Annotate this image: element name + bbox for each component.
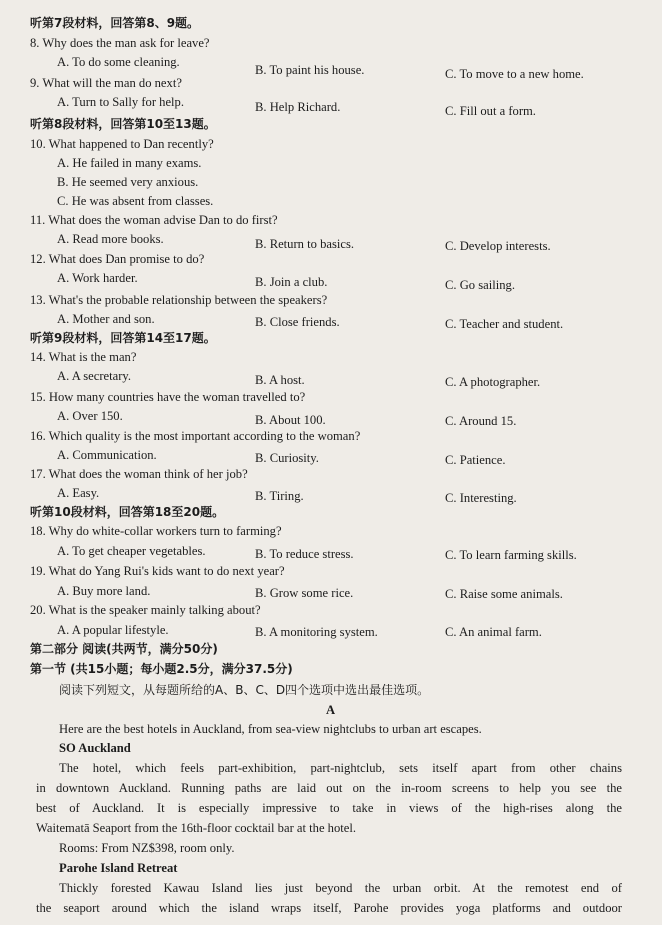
section-heading-7: 听第7段材料，回答第8、9题。 (30, 16, 200, 30)
question-20-option-a: A. A popular lifestyle. (57, 623, 169, 637)
part-heading: 第二部分 阅读(共两节，满分50分) (30, 642, 218, 656)
question-10-option-c: C. He was absent from classes. (57, 194, 214, 208)
question-19-option-b: B. Grow some rice. (255, 586, 354, 600)
passage-intro: Here are the best hotels in Auckland, from sea-view nightclubs to urban art escapes. (59, 722, 482, 736)
question-11-stem: 11. What does the woman advise Dan to do first? (30, 213, 278, 227)
hotel-1-rooms: Rooms: From NZ$398, room only. (59, 841, 235, 855)
question-13-stem: 13. What's the probable relationship between the speakers? (30, 293, 328, 307)
section-heading-8: 听第8段材料，回答第10至13题。 (30, 117, 216, 131)
section-heading-9: 听第9段材料，回答第14至17题。 (30, 331, 216, 345)
question-13-option-a: A. Mother and son. (57, 312, 155, 326)
question-14-option-a: A. A secretary. (57, 369, 132, 383)
question-9-option-a: A. Turn to Sally for help. (57, 95, 184, 109)
question-11-option-a: A. Read more books. (57, 232, 164, 246)
question-13-option-c: C. Teacher and student. (445, 317, 564, 331)
question-8-stem: 8. Why does the man ask for leave? (30, 36, 210, 50)
question-19-option-a: A. Buy more land. (57, 584, 151, 598)
hotel-1-line-2: in downtown Auckland. Running paths are laid out on the in-room screens to help you see the (36, 781, 622, 795)
question-19-option-c: C. Raise some animals. (445, 587, 563, 601)
question-13-option-b: B. Close friends. (255, 315, 340, 329)
question-17-option-c: C. Interesting. (445, 491, 517, 505)
question-18-option-c: C. To learn farming skills. (445, 548, 577, 562)
question-20-option-b: B. A monitoring system. (255, 625, 378, 639)
question-18-stem: 18. Why do white-collar workers turn to farming? (30, 524, 282, 538)
question-20-option-c: C. An animal farm. (445, 625, 542, 639)
question-9-stem: 9. What will the man do next? (30, 76, 182, 90)
hotel-2-name: Parohe Island Retreat (59, 861, 178, 875)
question-16-option-a: A. Communication. (57, 448, 157, 462)
question-8-option-a: A. To do some cleaning. (57, 55, 180, 69)
question-10-option-b: B. He seemed very anxious. (57, 175, 199, 189)
question-12-option-c: C. Go sailing. (445, 278, 515, 292)
question-18-option-b: B. To reduce stress. (255, 547, 354, 561)
question-10-option-a: A. He failed in many exams. (57, 156, 202, 170)
question-19-stem: 19. What do Yang Rui's kids want to do next year? (30, 564, 285, 578)
section-heading-10: 听第10段材料，回答第18至20题。 (30, 505, 225, 519)
question-9-option-c: C. Fill out a form. (445, 104, 536, 118)
question-8-option-c: C. To move to a new home. (445, 67, 584, 81)
question-16-option-b: B. Curiosity. (255, 451, 319, 465)
hotel-2-line-2: the seaport around which the island wraps itself, Parohe provides yoga platforms and outdoor (36, 901, 622, 915)
hotel-1-line-4: Waitematā Seaport from the 16th-floor cocktail bar at the hotel. (36, 821, 357, 835)
question-17-option-a: A. Easy. (57, 486, 100, 500)
section-heading: 第一节 (共15小题；每小题2.5分，满分37.5分) (30, 662, 293, 676)
question-15-stem: 15. How many countries have the woman travelled to? (30, 390, 306, 404)
question-9-option-b: B. Help Richard. (255, 100, 341, 114)
question-12-option-a: A. Work harder. (57, 271, 138, 285)
question-11-option-c: C. Develop interests. (445, 239, 551, 253)
hotel-1-name: SO Auckland (59, 741, 131, 755)
hotel-1-line-1: The hotel, which feels part-exhibition, part-nightclub, sets itself apart from other chains (59, 761, 622, 775)
hotel-2-line-1: Thickly forested Kawau Island lies just beyond the urban orbit. At the remotest end of (59, 881, 622, 895)
passage-label: A (326, 703, 336, 717)
hotel-1-line-3: best of Auckland. It is especially impressive to take in views of the high-rises along the (36, 801, 622, 815)
question-17-stem: 17. What does the woman think of her job? (30, 467, 248, 481)
question-14-stem: 14. What is the man? (30, 350, 137, 364)
question-14-option-c: C. A photographer. (445, 375, 541, 389)
question-12-option-b: B. Join a club. (255, 275, 328, 289)
question-14-option-b: B. A host. (255, 373, 305, 387)
question-10-stem: 10. What happened to Dan recently? (30, 137, 214, 151)
question-16-option-c: C. Patience. (445, 453, 506, 467)
question-15-option-c: C. Around 15. (445, 414, 517, 428)
instruction: 阅读下列短文，从每题所给的A、B、C、D四个选项中选出最佳选项。 (59, 683, 430, 697)
question-17-option-b: B. Tiring. (255, 489, 304, 503)
question-18-option-a: A. To get cheaper vegetables. (57, 544, 206, 558)
question-15-option-a: A. Over 150. (57, 409, 123, 423)
question-11-option-b: B. Return to basics. (255, 237, 354, 251)
question-16-stem: 16. Which quality is the most important according to the woman? (30, 429, 361, 443)
question-20-stem: 20. What is the speaker mainly talking about? (30, 603, 261, 617)
question-8-option-b: B. To paint his house. (255, 63, 365, 77)
question-15-option-b: B. About 100. (255, 413, 326, 427)
question-12-stem: 12. What does Dan promise to do? (30, 252, 205, 266)
